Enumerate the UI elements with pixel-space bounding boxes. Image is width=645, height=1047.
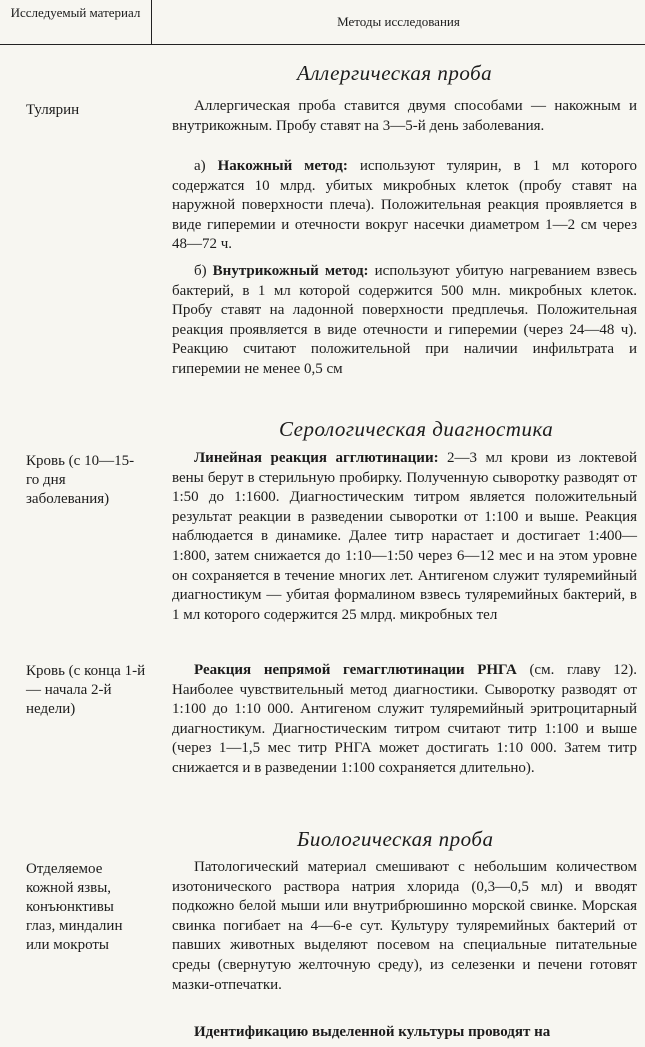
table-header <box>0 0 645 45</box>
material-secretions: Отделяемое кожной язвы, конъюнктивы глаз, миндалин или мокроты <box>26 861 123 953</box>
serology-rnga <box>172 661 637 779</box>
allergy-cutaneous <box>172 157 637 255</box>
serology-rnga-term: Реакция непрямой гемагглютинации РНГА <box>194 662 517 678</box>
material-tularin: Тулярин <box>26 102 80 118</box>
section-title-allergy: Аллергическая проба <box>297 61 493 85</box>
section-title-serology: Серологическая диагностика <box>279 417 554 441</box>
biology-procedure: Патологический материал смешивают с небольшим количеством изотонического раствора натрия хлорида (0,3—0,5 мл) и вводят подкожно белой мыши или внутрибрюшинно морской свинке. Морская свинка погибает на 4—6-е сут. Культуру туляремийных бактерий от павших животных выделяют посевом на специальные питательные среды (свернутую желточную среду), из селезенки и печени готовят мазки-отпечатки. <box>172 859 637 993</box>
allergy-intradermal-prefix: б) <box>194 263 213 279</box>
allergy-intradermal <box>172 262 637 380</box>
serology-agglutination-term: Линейная реакция агглютинации: <box>194 450 439 466</box>
serology-rnga-text: (см. главу 12). Наиболее чувствительный метод диагностики. Сыворотку разводят от 1:100 до 1:10 000. Антигеном служит туляремийный эритроцитарный диагностикум. Диагностическим титром считают титр 1:100 и выше (через 1—1,5 мес титр РНГА может достигать 1:10 000. Затем титр снижается и в разведении 1:100 сохраняется длительно). <box>172 662 637 776</box>
allergy-intradermal-text: используют убитую нагреванием взвесь бактерий, в 1 мл которой содержится 500 млн. микробных клеток. Пробу ставят на ладонной поверхности предплечья. Положительная реакция проявляется в виде отечности и гиперемии (через 24—48 ч). Реакцию считают положительной при наличии инфильтрата и гиперемии не менее 0,5 см <box>172 263 637 377</box>
allergy-intro: Аллергическая проба ставится двумя способами — накожным и внутрикожным. Пробу ставят на 3—5-й день заболевания. <box>172 98 637 134</box>
biology-identification-term: Идентификацию выделенной культуры проводят на <box>194 1024 551 1040</box>
material-blood-1: Кровь (с 10—15-го дня заболевания) <box>26 453 135 507</box>
biology-identification <box>172 1023 637 1043</box>
serology-agglutination-text: 2—3 мл крови из локтевой вены берут в стерильную пробирку. Полученную сыворотку разводят от 1:50 до 1:1600. Диагностическим титром является положительный результат реакции в разведении сыворотки от 1:100 и выше. Реакция наблюдается в динамике. Далее титр нарастает и достигает 1:400—1:800, затем снижается до 1:10—1:50 через 6—12 мес и на этом уровне он сохраняется в течение многих лет. Антигеном служит туляремийный диагностикум — убитая формалином взвесь туляремийных бактерий, в 1 мл которого содержится 25 млрд. микробных тел <box>172 450 637 623</box>
allergy-cutaneous-text: используют тулярин, в 1 мл которого содержатся 10 млрд. убитых микробных клеток (пробу ставят на наружной поверхности плеча). Положительная реакция проявляется в виде гиперемии и отечности вокруг насечки диаметром 1—2 см через 48—72 ч. <box>172 158 637 253</box>
material-blood-2: Кровь (с конца 1-й — начала 2-й недели) <box>26 663 146 717</box>
serology-agglutination <box>172 449 637 625</box>
header-material: Исследуемый материал <box>0 0 152 44</box>
allergy-intradermal-term: Внутрикожный метод: <box>212 263 369 279</box>
allergy-cutaneous-term: Накожный метод: <box>217 158 348 174</box>
section-title-biology: Биологическая проба <box>297 827 494 851</box>
header-methods: Методы исследования <box>337 14 460 29</box>
allergy-cutaneous-prefix: а) <box>194 158 218 174</box>
